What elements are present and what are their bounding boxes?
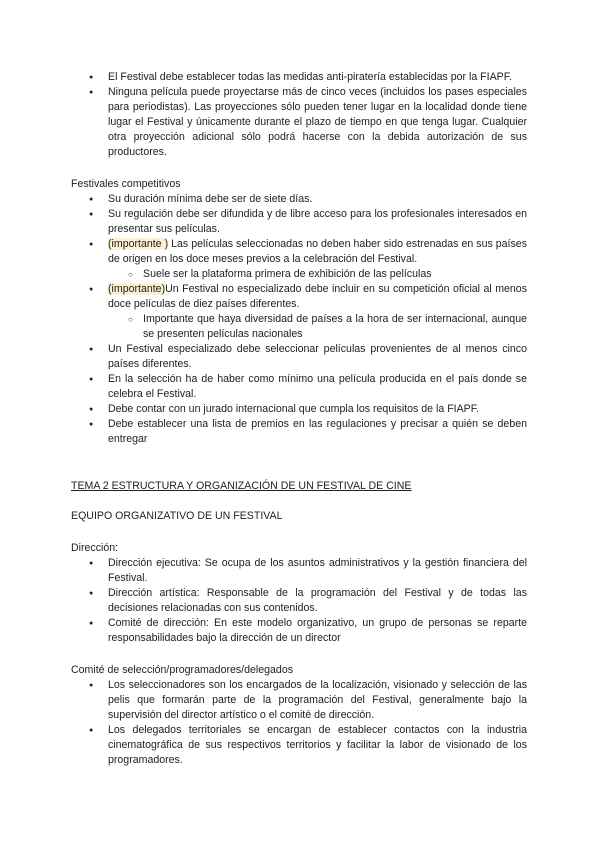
document-content [71, 70, 527, 768]
sub-list [71, 312, 527, 342]
list-item-text: Las películas seleccionadas no deben haber sido estrenadas en sus países de origen en los doce meses previos a la celebración del Festival. [108, 238, 527, 265]
list-item-text: Un Festival no especializado debe incluir en su competición oficial al menos doce películas de diez países diferentes. [108, 283, 527, 310]
sub-list [71, 267, 527, 282]
list-item: ● Comité de dirección: En este modelo organizativo, un grupo de personas se reparte responsabilidades bajo la dirección de un director [71, 616, 527, 646]
tema-title: TEMA 2 ESTRUCTURA Y ORGANIZACIÓN DE UN FESTIVAL DE CINE [71, 480, 412, 492]
list-item: ● El Festival debe establecer todas las medidas anti-piratería establecidas por la FIAPF. [71, 70, 527, 85]
list-item: ● Los seleccionadores son los encargados de la localización, visionado y selección de las pelis que formarán parte de la programación del Festival, generalmente bajo la supervisión del director artístico o el comité de dirección. [71, 678, 527, 723]
importante-highlight: (importante) [108, 283, 166, 295]
list-item: ● Su duración mínima debe ser de siete días. [71, 192, 527, 207]
importante-highlight: (importante ) [108, 238, 169, 250]
list-item: ● Su regulación debe ser difundida y de libre acceso para los profesionales interesados en presentar sus películas. [71, 207, 527, 237]
list-item: ● Los delegados territoriales se encargan de establecer contactos con la industria cinematográfica de sus respectivos territorios y facilitar la labor de visionado de los programadores. [71, 723, 527, 768]
list-item: ● Dirección ejecutiva: Se ocupa de los asuntos administrativos y la gestión financiera del Festival. [71, 556, 527, 586]
list-item [71, 237, 527, 282]
sub-list-item: ○ Suele ser la plataforma primera de exhibición de las películas [71, 267, 527, 282]
list-item: ● Debe establecer una lista de premios en las regulaciones y precisar a quién se deben entregar [71, 417, 527, 447]
competitivos-list [71, 192, 527, 447]
sub-list-item: ○ Importante que haya diversidad de países a la hora de ser internacional, aunque se presenten películas nacionales [71, 312, 527, 342]
list-item: ● En la selección ha de haber como mínimo una película producida en el país donde se celebra el Festival. [71, 372, 527, 402]
list-item: ● Ninguna película puede proyectarse más de cinco veces (incluidos los pases especiales para periodistas). Las proyecciones sólo pueden tener lugar en la localidad donde tiene lugar el Festival y únicamente durante el plazo de tiempo en que tenga lugar. Cualquier otra proyección adicional sólo podrá hacerse con la debida autorización de sus productores. [71, 85, 527, 160]
section-heading-comite: Comité de selección/programadores/delegados [71, 664, 294, 676]
comite-list [71, 678, 527, 768]
direccion-list [71, 556, 527, 646]
equipo-title: EQUIPO ORGANIZATIVO DE UN FESTIVAL [71, 510, 283, 522]
intro-list [71, 70, 527, 160]
list-item: ● Debe contar con un jurado internacional que cumpla los requisitos de la FIAPF. [71, 402, 527, 417]
list-item [71, 282, 527, 342]
section-heading-competitivos: Festivales competitivos [71, 178, 181, 190]
list-item: ● Un Festival especializado debe seleccionar películas provenientes de al menos cinco países diferentes. [71, 342, 527, 372]
list-item: ● Dirección artística: Responsable de la programación del Festival y de todas las decisiones relacionadas con sus contenidos. [71, 586, 527, 616]
section-heading-direccion: Dirección: [71, 542, 119, 554]
